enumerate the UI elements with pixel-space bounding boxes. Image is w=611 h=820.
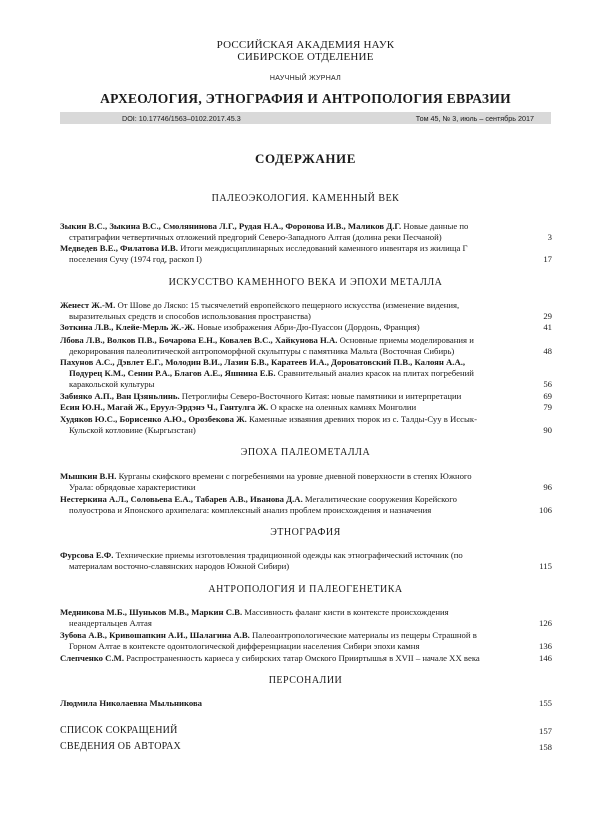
page-number: 29 (543, 311, 552, 321)
entry-authors: Женест Ж.-М. (60, 300, 116, 310)
entry-authors: Людмила Николаевна Мыльникова (60, 698, 203, 708)
page-number: 96 (543, 482, 552, 492)
toc-authors-info[interactable]: СВЕДЕНИЯ ОБ АВТОРАХ (60, 741, 181, 752)
entry-title-cont: декорирования палеолитической антропоморфной скульптуры с памятника Мальта (Восточная Сибирь) (69, 346, 455, 356)
entry-title: Каменные изваяния древних тюрок из с. Талды-Суу в Иссык- (246, 414, 477, 424)
toc-entry[interactable] (60, 391, 515, 402)
entry-title: Палеоантропологические материалы из пещеры Страшной в (249, 630, 477, 640)
entry-authors: Есин Ю.Н., Магай Ж., Еруул-Эрдэнэ Ч., Гантулга Ж. (60, 402, 269, 412)
entry-authors: Забияко А.П., Ван Цзяньлинь. (60, 391, 180, 401)
entry-authors: Худяков Ю.С., Борисенко А.Ю., Орозбекова Ж. (60, 414, 247, 424)
section-title: ПАЛЕОЭКОЛОГИЯ. КАМЕННЫЙ ВЕК (211, 193, 400, 204)
entry-title-cont: материалам восточно-славянских народов Южной Сибири) (69, 561, 290, 571)
toc-entry[interactable] (60, 550, 515, 572)
entry-title: От Шове до Ляско: 15 тысячелетий европейского пещерного искусства (изменение видения, (115, 300, 460, 310)
entry-title: О краске на оленных камнях Монголии (268, 402, 417, 412)
entry-title: Распространенность кариеса у сибирских татар Омского Прииртышья в XVII – начале XX века (124, 653, 480, 663)
entry-title-cont: полуострова и Японского архипелага: комплексный анализ проблем происхождения и назначения (69, 505, 432, 515)
section-title: АНТРОПОЛОГИЯ И ПАЛЕОГЕНЕТИКА (208, 584, 403, 595)
toc-entry[interactable] (60, 653, 515, 664)
entry-authors: Лбова Л.В., Волков П.В., Бочарова Е.Н., Ковалев В.С., Хайкунова Н.А. (60, 335, 338, 345)
entry-title-cont: выразительных средств и способов использования пространства) (69, 311, 311, 321)
section-title: ЭПОХА ПАЛЕОМЕТАЛЛА (240, 447, 371, 458)
page-number: 136 (538, 641, 552, 651)
toc-entry[interactable] (60, 221, 515, 243)
toc-entry[interactable] (60, 698, 515, 709)
entry-title: Мегалитические сооружения Корейского (302, 494, 457, 504)
entry-title-cont: каракольской культуры (69, 379, 155, 389)
entry-authors-cont: Подурец К.М., Сенин Р.А., Благов А.Е., Яшнина Е.Б. (69, 368, 276, 378)
page-number: 126 (538, 618, 552, 628)
section-title: ЭТНОГРАФИЯ (270, 527, 341, 538)
toc-entry[interactable] (60, 402, 515, 413)
toc-entry[interactable] (60, 335, 515, 357)
page-number: 158 (538, 742, 552, 752)
entry-title: Технические приемы изготовления традиционной одежды как этнографический источник (по (113, 550, 463, 560)
toc-entry[interactable] (60, 300, 515, 322)
toc-entry[interactable] (60, 414, 515, 436)
entry-title-cont: неандертальцев Алтая (69, 618, 152, 628)
entry-title: Основные приемы моделирования и (337, 335, 474, 345)
page-number: 3 (547, 232, 552, 242)
entry-title: Новые данные по (401, 221, 469, 231)
page-number: 90 (543, 425, 552, 435)
entry-authors: Медникова М.Б., Шуньков М.В., Маркин С.В. (60, 607, 243, 617)
entry-authors: Зыкин В.С., Зыкина В.С., Смолянинова Л.Г., Рудая Н.А., Форонова И.В., Маликов Д.Г. (60, 221, 402, 231)
entry-title-cont: Горном Алтае в контексте одонтологической дифференциации населения Сибири эпохи камня (69, 641, 420, 651)
issue-info: Том 45, № 3, июль – сентябрь 2017 (415, 113, 534, 123)
entry-title: Сравнительный анализ красок на плитах погребений (275, 368, 474, 378)
toc-entry[interactable] (60, 322, 515, 333)
page-number: 157 (538, 726, 552, 736)
entry-title: Курганы скифского времени с погребениями на уровне дневной поверхности в степях Южного (116, 471, 472, 481)
page-number: 155 (538, 698, 552, 708)
org-name-line2: СИБИРСКОЕ ОТДЕЛЕНИЕ (237, 51, 374, 63)
entry-title-cont: стратиграфии четвертичных отложений предгорий Северо-Западного Алтая (долина реки Песчаной) (69, 232, 442, 242)
entry-title-cont: Урала: обрядовые характеристики (69, 482, 196, 492)
toc-entry[interactable] (60, 630, 515, 652)
entry-authors: Зубова А.В., Кривошапкин А.И., Шалагина А.В. (60, 630, 250, 640)
toc-entry[interactable] (60, 243, 515, 265)
entry-authors: Фурсова Е.Ф. (60, 550, 114, 560)
page-number: 69 (543, 391, 552, 401)
journal-type: НАУЧНЫЙ ЖУРНАЛ (269, 75, 342, 82)
entry-title-cont: Кульской котловине (Кыргызстан) (69, 425, 196, 435)
toc-entry[interactable] (60, 607, 515, 629)
page-number: 56 (543, 379, 552, 389)
org-name-line1: РОССИЙСКАЯ АКАДЕМИЯ НАУК (216, 39, 395, 51)
section-title: ПЕРСОНАЛИИ (268, 675, 343, 686)
entry-title: Массивность фаланг кисти в контексте происхождения (242, 607, 449, 617)
toc-entry[interactable] (60, 471, 515, 493)
page-number: 106 (538, 505, 552, 515)
page-number: 48 (543, 346, 552, 356)
page-number: 79 (543, 402, 552, 412)
page-number: 146 (538, 653, 552, 663)
entry-authors: Мышкин В.Н. (60, 471, 117, 481)
entry-authors: Пахунов А.С., Дэвлет Е.Г., Молодин В.И., Лазин Б.В., Каратеев И.А., Дороватовский П.В., Калоян А.А., (60, 357, 466, 367)
toc-entry[interactable] (60, 494, 515, 516)
page-number: 17 (543, 254, 552, 264)
entry-title: Итоги междисциплинарных исследований каменного инвентаря из жилища Г (177, 243, 468, 253)
section-title: ИСКУССТВО КАМЕННОГО ВЕКА И ЭПОХИ МЕТАЛЛА (168, 277, 443, 288)
entry-authors: Медведев В.Е., Филатова И.В. (60, 243, 178, 253)
entry-authors: Зоткина Л.В., Клейе-Мерль Ж.-Ж. (60, 322, 195, 332)
entry-authors: Слепченко С.М. (60, 653, 124, 663)
entry-title: Петроглифы Северо-Восточного Китая: новые памятники и интерпретации (179, 391, 462, 401)
toc-entry[interactable] (60, 357, 515, 390)
entry-authors: Нестеркина А.Л., Соловьева Е.А., Табарев А.В., Иванова Д.А. (60, 494, 303, 504)
entry-title-cont: поселения Сучу (1974 год, раскоп I) (69, 254, 202, 264)
journal-title: АРХЕОЛОГИЯ, ЭТНОГРАФИЯ И АНТРОПОЛОГИЯ ЕВРАЗИИ (100, 91, 511, 106)
toc-abbreviations[interactable]: СПИСОК СОКРАЩЕНИЙ (60, 725, 178, 736)
entry-title: Новые изображения Абри-Дю-Пуассон (Дордонь, Франция) (194, 322, 420, 332)
doi-bar (60, 112, 551, 124)
doi: DOI: 10.17746/1563–0102.2017.45.3 (122, 113, 241, 123)
page-number: 41 (543, 322, 552, 332)
toc-title: СОДЕРЖАНИЕ (254, 151, 357, 166)
page-number: 115 (539, 561, 552, 571)
